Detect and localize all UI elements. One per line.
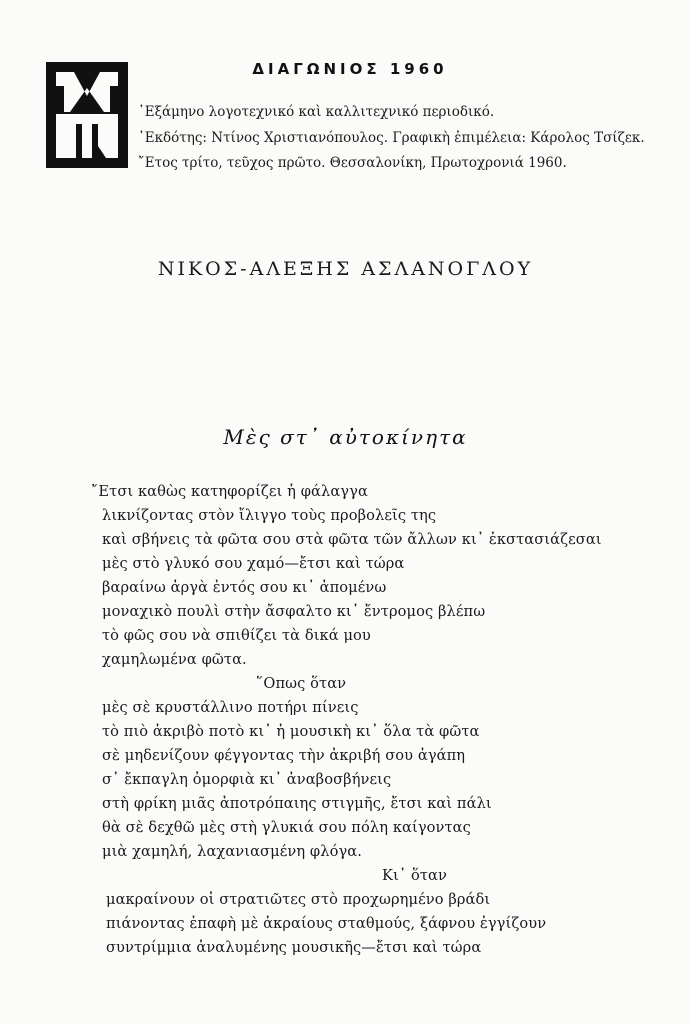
poem-line: ῞Οπως ὅταν xyxy=(256,675,347,692)
poem-line: μὲς σὲ κρυστάλλινο ποτήρι πίνεις xyxy=(102,699,359,716)
poem-line: μοναχικὸ πουλὶ στὴν ἄσφαλτο κι᾿ ἔντρομος βλέπω xyxy=(102,603,486,620)
masthead-publisher: ᾿Εκδότης: Ντίνος Χριστιανόπουλος. Γραφικὴ ἐπιμέλεια: Κάρολος Τσίζεκ. xyxy=(138,130,645,146)
poem-line: καὶ σβήνεις τὰ φῶτα σου στὰ φῶτα τῶν ἄλλων κι᾿ ἐκστασιάζεσαι xyxy=(102,531,602,548)
poem-line: βαραίνω ἀργὰ ἐντός σου κι᾿ ἀπομένω xyxy=(102,579,387,596)
poem-line: τὸ πιὸ ἀκριβὸ ποτὸ κι᾿ ἡ μουσικὴ κι᾿ ὅλα τὰ φῶτα xyxy=(102,723,480,740)
poem-line: πιάνοντας ἐπαφὴ μὲ ἀκραίους σταθμούς, ξάφνου ἐγγίζουν xyxy=(106,915,547,932)
diagonios-logo-icon xyxy=(46,62,128,168)
poem-line: συντρίμμια ἀναλυμένης μουσικῆς—ἔτσι καὶ τώρα xyxy=(106,939,482,956)
poem-line: χαμηλωμένα φῶτα. xyxy=(102,651,247,668)
poem-line: σὲ μηδενίζουν φέγγοντας τὴν ἀκριβή σου ἀγάπη xyxy=(102,747,466,764)
poem-line: Κι᾿ ὅταν xyxy=(382,867,447,884)
poem-title: Μὲς στ᾿ αὐτοκίνητα xyxy=(223,425,468,449)
poem-line: μιὰ χαμηλή, λαχανιασμένη φλόγα. xyxy=(102,843,362,860)
magazine-title: ΔΙΑΓΩΝΙΟΣ 1960 xyxy=(252,60,448,78)
author-name: ΝΙΚΟΣ-ΑΛΕΞΗΣ ΑΣΛΑΝΟΓΛΟΥ xyxy=(157,258,534,280)
poem-line: μὲς στὸ γλυκό σου χαμό—ἔτσι καὶ τώρα xyxy=(102,555,405,572)
poem-line: σ᾿ ἔκπαγλη ὀμορφιὰ κι᾿ ἀναβοσβήνεις xyxy=(102,771,392,788)
masthead-description: ῾Εξάμηνο λογοτεχνικό καὶ καλλιτεχνικό περιοδικό. xyxy=(138,104,495,120)
poem-line: θὰ σὲ δεχθῶ μὲς στὴ γλυκιά σου πόλη καίγοντας xyxy=(102,819,471,836)
poem-line: μακραίνουν οἱ στρατιῶτες στὸ προχωρημένο βράδι xyxy=(106,891,491,908)
poem-line: λικνίζοντας στὸν ἴλιγγο τοὺς προβολεῖς της xyxy=(102,507,437,524)
poem-line: τὸ φῶς σου νὰ σπιθίζει τὰ δικά μου xyxy=(102,627,371,644)
poem-line: στὴ φρίκη μιᾶς ἀποτρόπαιης στιγμῆς, ἔτσι καὶ πάλι xyxy=(102,795,492,812)
poem-line: ῎Ετσι καθὼς κατηφορίζει ἡ φάλαγγα xyxy=(91,483,368,500)
masthead-issue: ῎Ετος τρίτο, τεῦχος πρῶτο. Θεσσαλονίκη, Πρωτοχρονιά 1960. xyxy=(138,155,567,171)
